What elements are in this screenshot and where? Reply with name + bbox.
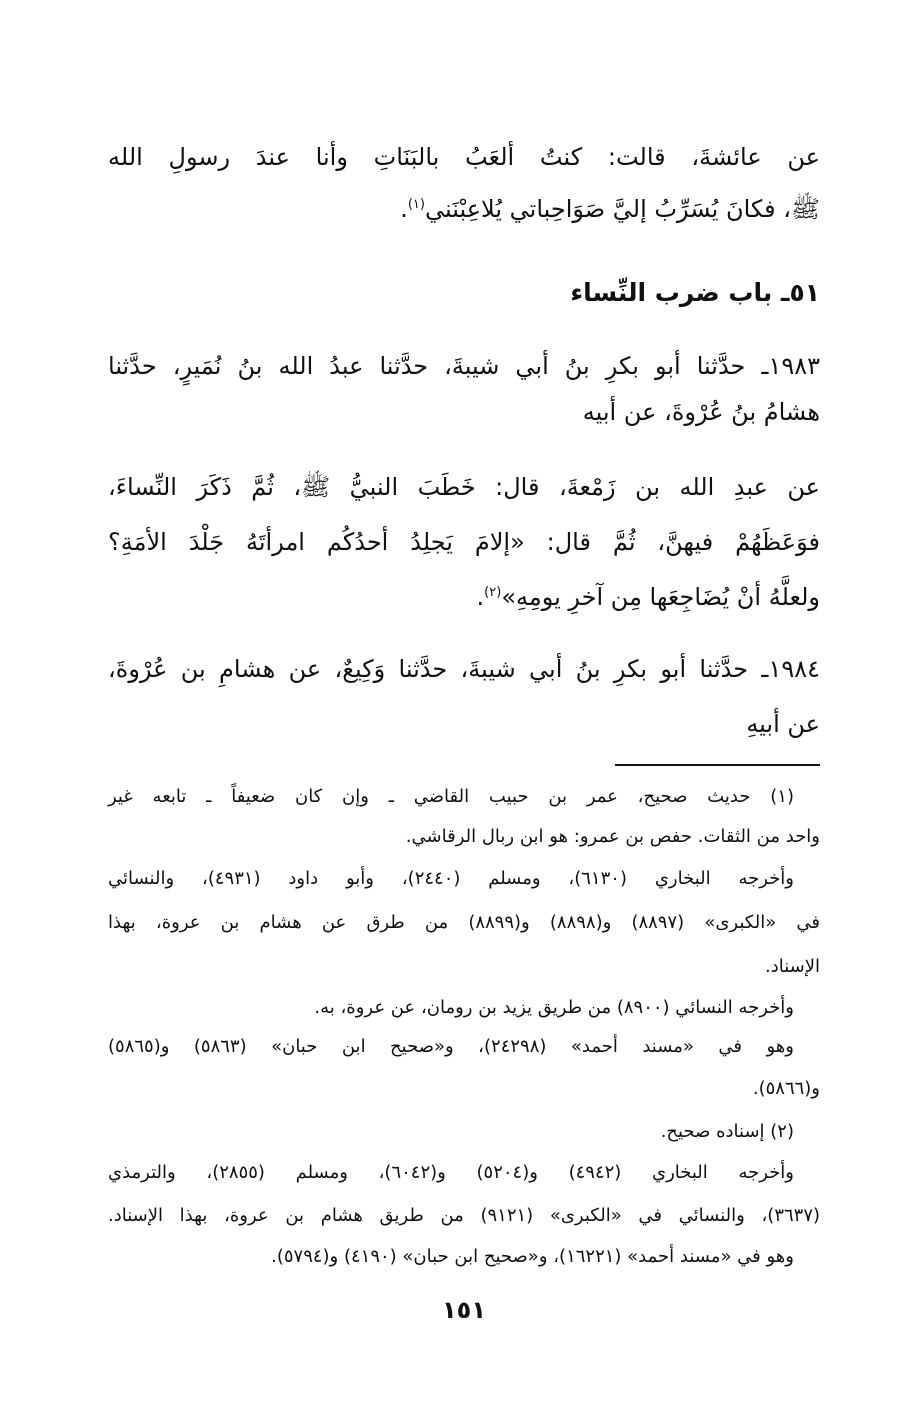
paragraph-2-line-3-end: . <box>476 583 485 611</box>
paragraph-1-line-1: عن عائشةَ، قالت: كنتُ ألعَبُ بالبَنَاتِ وأنا عندَ رسولِ الله <box>108 143 820 171</box>
footnote-1-line-7: وهو في «مسند أحمد» (٢٤٢٩٨)، و«صحيح ابن حبان» (٥٨٦٣) و(٥٨٦٥) <box>108 1036 794 1057</box>
hadith-1983-line-2: هشامُ بنُ عُرْوةَ، عن أبيه <box>582 398 820 426</box>
page-number: ١٥١ <box>442 1296 486 1324</box>
section-heading: ٥١ـ باب ضرب النِّساء <box>570 278 820 307</box>
hadith-1984-line-1: ١٩٨٤ـ حدَّثنا أبو بكرِ بنُ أبي شيبةَ، حدَّثنا وَكِيعٌ، عن هشامِ بن عُرْوةَ، <box>108 655 820 683</box>
footnote-2-line-1: (٢) إسناده صحيح. <box>660 1121 794 1142</box>
footnote-1-line-4: في «الكبرى» (٨٨٩٧) و(٨٨٩٨) و(٨٨٩٩) من طرق عن هشام بن عروة، بهذا <box>108 912 820 933</box>
footnote-1-line-2: واحد من الثقات. حفص بن عمرو: هو ابن ربال الرقاشي. <box>405 826 820 847</box>
paragraph-1-line-2 <box>108 195 820 224</box>
footnote-1-line-8: و(٥٨٦٦). <box>752 1078 820 1099</box>
footnote-ref-1: (١) <box>407 197 425 212</box>
footnote-1-line-5: الإسناد. <box>764 956 820 977</box>
footnote-1-line-1: (١) حديث صحيح، عمر بن حبيب القاضي ـ وإن كان ضعيفاً ـ تابعه غير <box>108 786 794 807</box>
footnote-2-line-3: (٣٦٣٧)، والنسائي في «الكبرى» (٩١٢١) من طريق هشام بن عروة، بهذا الإسناد. <box>108 1205 821 1226</box>
footnote-1-line-6: وأخرجه النسائي (٨٩٠٠) من طريق يزيد بن رومان، عن عروة، به. <box>314 997 794 1018</box>
footnote-separator <box>615 764 820 766</box>
paragraph-2-line-1: عن عبدِ الله بن زَمْعةَ، قال: خَطَبَ النبيُّ ﷺ، ثُمَّ ذَكَرَ النِّساءَ، <box>108 473 820 501</box>
paragraph-2-line-3 <box>108 583 820 612</box>
book-page <box>108 0 820 1419</box>
paragraph-1-line-2-end: . <box>400 195 408 223</box>
paragraph-1-line-2-text: ﷺ، فكانَ يُسَرِّبُ إليَّ صَوَاحِباتي يُلاعِبْنَني <box>424 195 820 223</box>
hadith-1983-line-1: ١٩٨٣ـ حدَّثنا أبو بكرِ بنُ أبي شيبةَ، حدَّثنا عبدُ الله بنُ نُمَيرٍ، حدَّثنا <box>108 352 820 380</box>
hadith-1984-line-2: عن أبيهِ <box>746 710 820 738</box>
paragraph-2-line-2: فوَعَظَهُمْ فيهنَّ، ثُمَّ قال: «إلامَ يَجلِدُ أحدُكُم امرأتَهُ جَلْدَ الأمَةِ؟ <box>108 528 820 556</box>
footnote-2-line-2: وأخرجه البخاري (٤٩٤٢) و(٥٢٠٤) و(٦٠٤٢)، ومسلم (٢٨٥٥)، والترمذي <box>108 1162 794 1183</box>
footnote-2-line-4: وهو في «مسند أحمد» (١٦٢٢١)، و«صحيح ابن حبان» (٤١٩٠) و(٥٧٩٤). <box>271 1246 794 1267</box>
footnote-ref-2: (٢) <box>484 585 502 600</box>
footnote-1-line-3: وأخرجه البخاري (٦١٣٠)، ومسلم (٢٤٤٠)، وأبو داود (٤٩٣١)، والنسائي <box>108 868 795 889</box>
paragraph-2-line-3-text: ولعلَّهُ أنْ يُضَاجِعَها مِن آخرِ يومِهِ» <box>501 583 820 611</box>
